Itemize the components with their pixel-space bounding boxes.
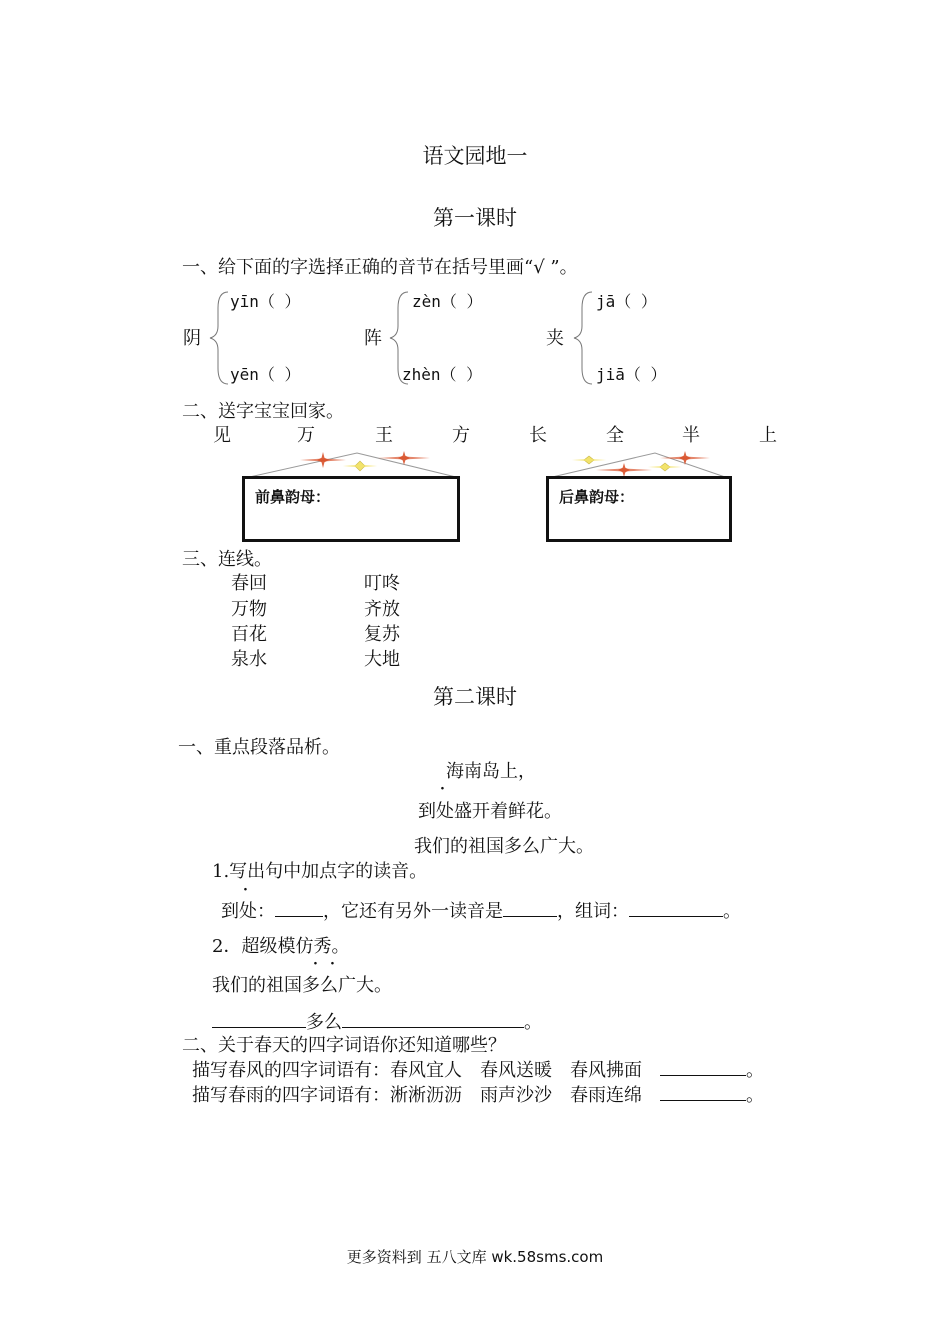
blank-spring-rain[interactable] [660,1084,746,1101]
box-back-nasal-label: 后鼻韵母： [559,488,635,506]
char-item: 见 [213,425,231,446]
box-back-nasal[interactable] [546,476,732,542]
blank-word[interactable] [629,900,723,917]
star-icon [378,451,430,465]
sub1-line [221,897,741,923]
idiom: 淅淅沥沥 [390,1085,462,1106]
match-left-item[interactable]: 春回 [231,573,267,594]
blank-imitate-2[interactable] [342,1011,524,1028]
idiom: 春风拂面 [570,1060,642,1081]
emphasis-dot: · [243,882,248,898]
sub1-period: 。 [723,901,741,922]
star-icon [343,461,377,471]
sub1-end: ，组词： [557,901,629,922]
poem-line-3: 我们的祖国多么广大。 [414,836,594,857]
spring-rain-row [192,1081,764,1107]
option-jia-2: jiā（ ） [596,365,667,384]
row1-period: 。 [746,1060,764,1081]
lesson1-title: 第一课时 [433,206,517,230]
option-yin-1: yīn（ ） [230,292,301,311]
footer-text[interactable]: 更多资料到 五八文库 wk.58sms.com [346,1248,604,1266]
row2-label: 描写春雨的四字词语有： [192,1085,390,1106]
char-yin: 阴 [183,328,201,349]
char-item: 万 [297,425,315,446]
match-left-item[interactable]: 百花 [231,624,267,645]
idiom: 春风宜人 [390,1060,462,1081]
p2-q1-instruction: 一、重点段落品析。 [178,737,340,758]
star-icon [300,452,346,468]
idiom: 春雨连绵 [570,1085,642,1106]
blank-spring-wind[interactable] [660,1059,746,1076]
sub2-period: 。 [524,1012,542,1033]
lesson2-title: 第二课时 [433,685,517,709]
char-item: 王 [375,425,393,446]
match-left-item[interactable]: 万物 [231,599,267,620]
page-title: 语文园地一 [422,144,528,168]
char-item: 上 [759,425,777,446]
option-zhen-1: zèn（ ） [412,292,483,311]
char-item: 半 [682,425,700,446]
idiom: 雨声沙沙 [480,1085,552,1106]
spring-wind-row [192,1056,764,1082]
star-icon [648,463,682,471]
q3-instruction: 三、连线。 [182,549,272,570]
match-right-item[interactable]: 大地 [364,649,400,670]
blank-reading[interactable] [275,900,323,917]
match-right-item[interactable]: 叮咚 [364,573,400,594]
p2-q2-instruction: 二、关于春天的四字词语你还知道哪些？ [182,1035,506,1056]
sub1-instruction: 1.写出句中加点字的读音。 [212,861,428,882]
option-jia-1: jā（ ） [596,292,657,311]
q2-instruction: 二、送字宝宝回家。 [182,401,344,422]
poem-line-1: 海南岛上， [446,761,536,782]
sub1-mid: ，它还有另外一读音是 [323,901,503,922]
box-front-nasal[interactable] [242,476,460,542]
char-zhen: 阵 [364,328,382,349]
char-jia: 夹 [546,328,564,349]
poem-line-2: 到处盛开着鲜花。 [418,801,562,822]
option-zhen-2: zhèn（ ） [402,365,483,384]
row2-period: 。 [746,1085,764,1106]
star-icon [660,451,710,465]
match-right-item[interactable]: 齐放 [364,599,400,620]
sub1-word: 到处： [221,901,275,922]
emphasis-dot: · [313,956,318,972]
row1-label: 描写春风的四字词语有： [192,1060,390,1081]
q1-instruction: 一、给下面的字选择正确的音节在括号里画“√ ”。 [182,257,578,278]
sub2-sentence: 我们的祖国多么广大。 [212,975,392,996]
blank-other-reading[interactable] [503,900,557,917]
match-left-item[interactable]: 泉水 [231,649,267,670]
sub2-mid: 多么 [306,1012,342,1033]
sub2-instruction: 2．超级模仿秀。 [212,936,350,957]
match-right-item[interactable]: 复苏 [364,624,400,645]
emphasis-dot: · [330,956,335,972]
option-yin-2: yēn（ ） [230,365,301,384]
blank-imitate-1[interactable] [212,1011,306,1028]
char-item: 全 [606,425,624,446]
char-item: 方 [452,425,470,446]
emphasis-dot: · [440,781,445,797]
char-item: 长 [529,425,547,446]
star-icon [572,456,606,464]
idiom: 春风送暖 [480,1060,552,1081]
box-front-nasal-label: 前鼻韵母： [255,488,331,506]
